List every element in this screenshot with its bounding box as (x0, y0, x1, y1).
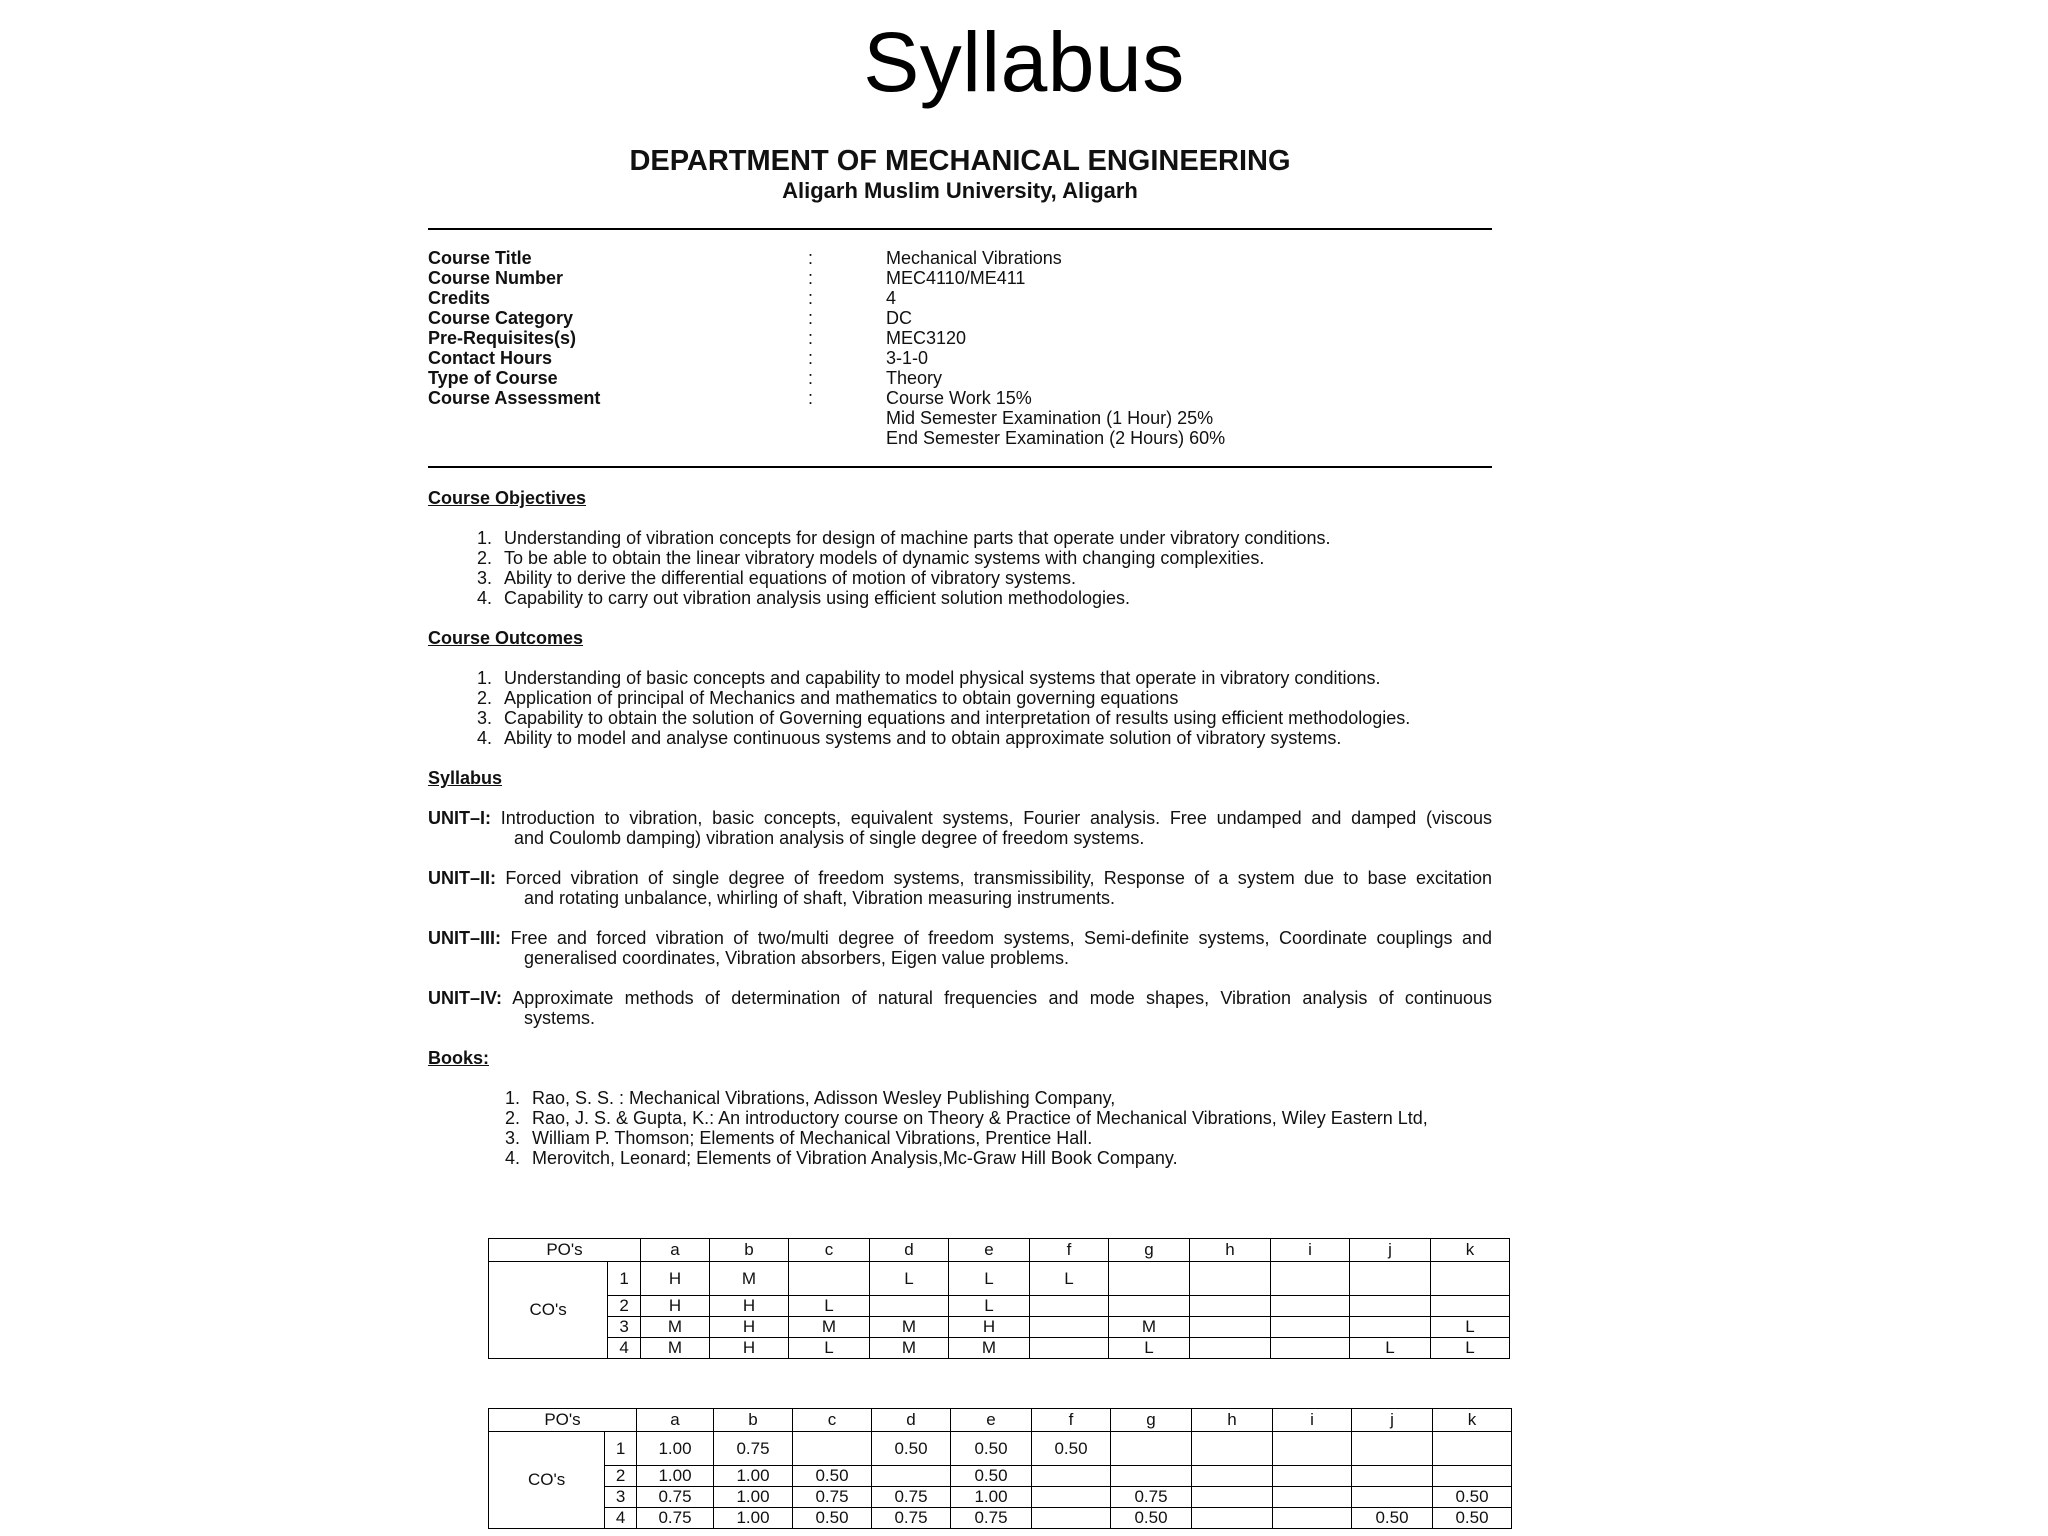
table-cell (1190, 1338, 1271, 1359)
info-colon: : (808, 348, 814, 368)
info-row (428, 408, 1492, 428)
unit-line (428, 808, 1492, 828)
column-header-cell: g (1111, 1409, 1192, 1432)
book-item (428, 1088, 1492, 1108)
item-number: 1. (504, 1088, 520, 1108)
item-number: 2. (476, 688, 492, 708)
table-cell (1111, 1466, 1192, 1487)
university-heading: Aligarh Muslim University, Aligarh (782, 178, 1138, 203)
table-cell: M (641, 1317, 710, 1338)
unit-line: generalised coordinates, Vibration absorbers, Eigen value problems. (524, 948, 1069, 968)
column-header-cell: e (949, 1239, 1030, 1262)
info-colon: : (808, 368, 814, 388)
table-cell: 0.75 (714, 1432, 793, 1466)
info-row (428, 428, 1492, 448)
column-header-cell: b (714, 1409, 793, 1432)
info-label: Course Assessment (428, 388, 601, 408)
table-cell: M (870, 1338, 949, 1359)
table-cell (793, 1432, 872, 1466)
info-colon: : (808, 248, 814, 268)
po-label-cell: PO's (489, 1409, 637, 1432)
unit-text: Free and forced vibration of two/multi degree of freedom systems, Semi-definite systems, Coordinate couplings and (510, 928, 1492, 948)
co-number-cell: 2 (605, 1466, 637, 1487)
table-cell: L (789, 1338, 870, 1359)
info-value: Course Work 15% (886, 388, 1032, 408)
table-row (489, 1432, 1512, 1466)
unit-label: UNIT–IV: (428, 988, 503, 1008)
table-cell (1032, 1487, 1111, 1508)
item-text: Rao, J. S. & Gupta, K.: An introductory course on Theory & Practice of Mechanical Vibrations, Wiley Eastern Ltd, (532, 1108, 1428, 1128)
table-cell (1271, 1317, 1350, 1338)
co-label-cell: CO's (489, 1432, 605, 1529)
table-cell: 0.75 (793, 1487, 872, 1508)
table-header-row (489, 1239, 1510, 1262)
table-cell (1032, 1466, 1111, 1487)
table-cell (872, 1466, 951, 1487)
item-number: 2. (476, 548, 492, 568)
table-row (489, 1262, 1510, 1296)
table-row (489, 1296, 1510, 1317)
info-colon: : (808, 328, 814, 348)
objectives-list (428, 528, 1492, 608)
table-cell: M (949, 1338, 1030, 1359)
table-cell (1350, 1296, 1431, 1317)
objective-item (428, 588, 1492, 608)
syllabus-heading: Syllabus (428, 768, 503, 788)
info-colon: : (808, 308, 814, 328)
unit-label: UNIT–II: (428, 868, 497, 888)
table-cell (1350, 1262, 1431, 1296)
outcome-item (428, 688, 1492, 708)
info-label: Credits (428, 288, 491, 308)
table-cell: H (710, 1317, 789, 1338)
unit-line (428, 928, 1492, 948)
table-cell (1111, 1432, 1192, 1466)
info-value: Mechanical Vibrations (886, 248, 1062, 268)
table-cell: 0.50 (1433, 1508, 1512, 1529)
table-row (489, 1487, 1512, 1508)
table-cell (1352, 1432, 1433, 1466)
unit-paragraph (428, 928, 1492, 968)
item-number: 1. (476, 668, 492, 688)
books-list (428, 1088, 1492, 1168)
table-cell: 0.50 (1352, 1508, 1433, 1529)
table-cell (1030, 1338, 1109, 1359)
table-cell: L (949, 1262, 1030, 1296)
syllabus-document (428, 140, 1492, 1168)
unit-line: and Coulomb damping) vibration analysis of single degree of freedom systems. (514, 828, 1145, 848)
info-value: End Semester Examination (2 Hours) 60% (886, 428, 1226, 448)
item-text: Rao, S. S. : Mechanical Vibrations, Adisson Wesley Publishing Company, (532, 1088, 1116, 1108)
department-heading: DEPARTMENT OF MECHANICAL ENGINEERING (629, 145, 1291, 177)
column-header-cell: i (1273, 1409, 1352, 1432)
table-cell: 1.00 (714, 1487, 793, 1508)
table-cell: L (1030, 1262, 1109, 1296)
info-label (428, 428, 808, 448)
unit-text: Approximate methods of determination of natural frequencies and mode shapes, Vibration analysis of continuous (512, 988, 1492, 1008)
info-colon: : (808, 388, 814, 408)
table-cell: 0.50 (951, 1432, 1032, 1466)
unit-line (428, 868, 1492, 888)
info-colon (808, 428, 886, 448)
unit-text: Forced vibration of single degree of freedom systems, transmissibility, Response of a system due to base excitation (505, 868, 1492, 888)
book-item (428, 1128, 1492, 1148)
table-cell: 0.50 (793, 1466, 872, 1487)
column-header-cell: j (1352, 1409, 1433, 1432)
unit-paragraph (428, 808, 1492, 848)
info-value: MEC3120 (886, 328, 967, 348)
table-row (489, 1338, 1510, 1359)
outcomes-heading: Course Outcomes (428, 628, 584, 648)
info-label: Course Title (428, 248, 532, 268)
info-row (428, 288, 1492, 308)
item-number: 1. (476, 528, 492, 548)
po-label-cell: PO's (489, 1239, 641, 1262)
info-colon (808, 408, 886, 428)
book-item (428, 1148, 1492, 1168)
course-info (428, 248, 1492, 448)
table-cell: M (870, 1317, 949, 1338)
item-number: 3. (476, 568, 492, 588)
info-colon: : (808, 268, 814, 288)
table-cell (1190, 1262, 1271, 1296)
info-value: MEC4110/ME411 (886, 268, 1026, 288)
book-item (428, 1108, 1492, 1128)
table-cell: M (641, 1338, 710, 1359)
table-cell: 0.75 (872, 1487, 951, 1508)
column-header-cell: a (641, 1239, 710, 1262)
column-header-cell: g (1109, 1239, 1190, 1262)
unit-paragraph (428, 868, 1492, 908)
objectives-heading: Course Objectives (428, 488, 587, 508)
info-value: DC (886, 308, 912, 328)
table-cell: 1.00 (637, 1466, 714, 1487)
table-cell: 1.00 (637, 1432, 714, 1466)
table-cell (1273, 1487, 1352, 1508)
table-cell: L (949, 1296, 1030, 1317)
column-header-cell: d (872, 1409, 951, 1432)
info-label (428, 408, 808, 428)
table-cell: 0.50 (793, 1508, 872, 1529)
info-label: Course Category (428, 308, 574, 328)
column-header-cell: h (1192, 1409, 1273, 1432)
table-cell (1192, 1508, 1273, 1529)
item-text: Capability to carry out vibration analysis using efficient solution methodologies. (504, 588, 1131, 608)
item-text: Understanding of vibration concepts for design of machine parts that operate under vibratory conditions. (504, 528, 1331, 548)
objective-item (428, 548, 1492, 568)
divider-top (428, 228, 1492, 230)
item-number: 4. (476, 728, 492, 748)
item-text: Capability to obtain the solution of Governing equations and interpretation of results using efficient methodologies. (504, 708, 1411, 728)
info-row (428, 368, 1492, 388)
table-cell: M (789, 1317, 870, 1338)
column-header-cell: b (710, 1239, 789, 1262)
info-label: Contact Hours (428, 348, 553, 368)
table-cell: H (641, 1296, 710, 1317)
info-label: Pre-Requisites(s) (428, 328, 577, 348)
item-text: Application of principal of Mechanics and mathematics to obtain governing equations (504, 688, 1179, 708)
table-cell (789, 1262, 870, 1296)
item-text: To be able to obtain the linear vibratory models of dynamic systems with changing complexities. (504, 548, 1265, 568)
table-cell: L (789, 1296, 870, 1317)
info-row (428, 388, 1492, 408)
table-cell (1431, 1296, 1510, 1317)
column-header-cell: c (789, 1239, 870, 1262)
outcome-item (428, 708, 1492, 728)
info-value: 3-1-0 (886, 348, 929, 368)
table-cell: 1.00 (951, 1487, 1032, 1508)
divider-bottom (428, 466, 1492, 468)
table-cell (1192, 1432, 1273, 1466)
table-cell: H (641, 1262, 710, 1296)
info-value: Theory (886, 368, 943, 388)
table-cell (1271, 1338, 1350, 1359)
table-cell (1352, 1466, 1433, 1487)
table-cell: L (1431, 1338, 1510, 1359)
table-cell: M (710, 1262, 789, 1296)
table-cell: 0.75 (872, 1508, 951, 1529)
co-po-numeric-table (488, 1408, 1512, 1529)
table-cell: H (710, 1296, 789, 1317)
column-header-cell: f (1032, 1409, 1111, 1432)
item-number: 4. (504, 1148, 520, 1168)
table-cell (1271, 1262, 1350, 1296)
unit-line (428, 988, 1492, 1008)
column-header-cell: i (1271, 1239, 1350, 1262)
table-cell: 0.50 (951, 1466, 1032, 1487)
unit-line: systems. (524, 1008, 596, 1028)
item-number: 3. (476, 708, 492, 728)
unit-line: and rotating unbalance, whirling of shaft, Vibration measuring instruments. (524, 888, 1116, 908)
outcome-item (428, 728, 1492, 748)
table-cell (1030, 1296, 1109, 1317)
co-number-cell: 3 (608, 1317, 641, 1338)
info-row (428, 248, 1492, 268)
co-number-cell: 4 (608, 1338, 641, 1359)
info-row (428, 348, 1492, 368)
table-cell: L (1109, 1338, 1190, 1359)
item-number: 2. (504, 1108, 520, 1128)
table-cell (1109, 1296, 1190, 1317)
table-cell (1431, 1262, 1510, 1296)
table-cell: 0.50 (1111, 1508, 1192, 1529)
unit-text: Introduction to vibration, basic concepts, equivalent systems, Fourier analysis. Free undamped and damped (viscous (500, 808, 1492, 828)
table-cell (1273, 1432, 1352, 1466)
info-row (428, 308, 1492, 328)
table-cell (1273, 1508, 1352, 1529)
table-row (489, 1508, 1512, 1529)
info-label: Type of Course (428, 368, 558, 388)
table-cell: 0.75 (951, 1508, 1032, 1529)
info-row (428, 328, 1492, 348)
table-row (489, 1466, 1512, 1487)
item-number: 4. (476, 588, 492, 608)
unit-label: UNIT–III: (428, 928, 502, 948)
objective-item (428, 568, 1492, 588)
info-row (428, 268, 1492, 288)
column-header-cell: k (1431, 1239, 1510, 1262)
table-cell (1030, 1317, 1109, 1338)
table-cell: 0.50 (1032, 1432, 1111, 1466)
column-header-cell: a (637, 1409, 714, 1432)
table-cell (1433, 1432, 1512, 1466)
table-cell: 0.75 (1111, 1487, 1192, 1508)
objective-item (428, 528, 1492, 548)
info-label: Course Number (428, 268, 564, 288)
table-cell: L (1431, 1317, 1510, 1338)
table-cell: 1.00 (714, 1508, 793, 1529)
table-cell (1433, 1466, 1512, 1487)
column-header-cell: d (870, 1239, 949, 1262)
column-header-cell: f (1030, 1239, 1109, 1262)
books-heading: Books: (428, 1048, 490, 1068)
slide-title: Syllabus (863, 15, 1185, 109)
table-cell (1192, 1487, 1273, 1508)
table-cell: L (1350, 1338, 1431, 1359)
table-cell (1271, 1296, 1350, 1317)
co-po-mapping-table (488, 1238, 1510, 1359)
item-text: William P. Thomson; Elements of Mechanical Vibrations, Prentice Hall. (532, 1128, 1093, 1148)
table-cell: 0.50 (1433, 1487, 1512, 1508)
co-number-cell: 3 (605, 1487, 637, 1508)
table-cell (1273, 1466, 1352, 1487)
info-colon: : (808, 288, 814, 308)
item-text: Understanding of basic concepts and capability to model physical systems that operate in vibratory conditions. (504, 668, 1381, 688)
column-header-cell: j (1350, 1239, 1431, 1262)
item-text: Ability to derive the differential equations of motion of vibratory systems. (504, 568, 1076, 588)
unit-label: UNIT–I: (428, 808, 491, 828)
co-number-cell: 4 (605, 1508, 637, 1529)
info-value: Mid Semester Examination (1 Hour) 25% (886, 408, 1214, 428)
co-number-cell: 2 (608, 1296, 641, 1317)
table-cell (1032, 1508, 1111, 1529)
table-cell (870, 1296, 949, 1317)
table-header-row (489, 1409, 1512, 1432)
column-header-cell: c (793, 1409, 872, 1432)
table-cell: L (870, 1262, 949, 1296)
table-cell (1190, 1296, 1271, 1317)
table-cell: 0.50 (872, 1432, 951, 1466)
table-cell: 1.00 (714, 1466, 793, 1487)
outcomes-list (428, 668, 1492, 748)
table-cell (1190, 1317, 1271, 1338)
unit-paragraph (428, 988, 1492, 1028)
co-number-cell: 1 (605, 1432, 637, 1466)
column-header-cell: k (1433, 1409, 1512, 1432)
co-number-cell: 1 (608, 1262, 641, 1296)
info-value: 4 (886, 288, 897, 308)
item-text: Merovitch, Leonard; Elements of Vibration Analysis,Mc-Graw Hill Book Company. (532, 1148, 1178, 1168)
table-cell: H (710, 1338, 789, 1359)
co-label-cell: CO's (489, 1262, 608, 1359)
item-text: Ability to model and analyse continuous systems and to obtain approximate solution of vibratory systems. (504, 728, 1342, 748)
table-cell (1109, 1262, 1190, 1296)
table-cell (1350, 1317, 1431, 1338)
column-header-cell: h (1190, 1239, 1271, 1262)
outcome-item (428, 668, 1492, 688)
item-number: 3. (504, 1128, 520, 1148)
column-header-cell: e (951, 1409, 1032, 1432)
table-cell (1192, 1466, 1273, 1487)
table-cell: H (949, 1317, 1030, 1338)
table-cell: 0.75 (637, 1487, 714, 1508)
units-list (428, 808, 1492, 1028)
table-cell: M (1109, 1317, 1190, 1338)
table-cell (1352, 1487, 1433, 1508)
table-cell: 0.75 (637, 1508, 714, 1529)
table-row (489, 1317, 1510, 1338)
